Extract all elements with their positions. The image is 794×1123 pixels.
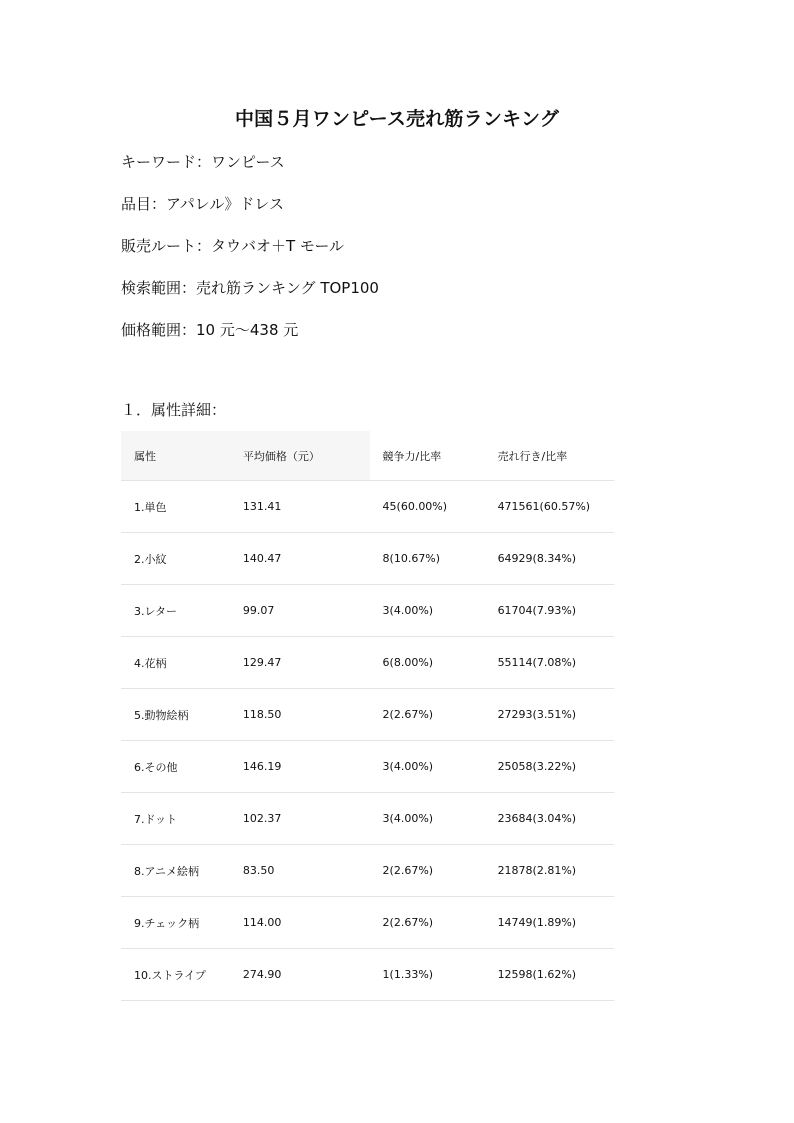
table-row (121, 897, 614, 949)
table-row (121, 949, 614, 1001)
table-row (121, 741, 614, 793)
cell-sales: 61704(7.93%) (485, 585, 614, 637)
cell-sales: 27293(3.51%) (485, 689, 614, 741)
table-row (121, 585, 614, 637)
table-row (121, 481, 614, 533)
cell-attribute: 5.動物絵柄 (121, 689, 230, 741)
keyword-line: キーワード：ワンピース (121, 153, 285, 171)
header-average-price: 平均価格（元） (230, 431, 370, 481)
table-row (121, 533, 614, 585)
section-heading: １．属性詳細： (121, 401, 227, 419)
cell-attribute: 9.チェック柄 (121, 897, 230, 949)
cell-attribute: 2.小紋 (121, 533, 230, 585)
table-row (121, 689, 614, 741)
page-title: 中国５月ワンピース売れ筋ランキング (234, 108, 560, 130)
header-attribute: 属性 (121, 431, 230, 481)
cell-sales: 64929(8.34%) (485, 533, 614, 585)
table-row (121, 637, 614, 689)
cell-average-price: 140.47 (230, 533, 370, 585)
cell-sales: 12598(1.62%) (485, 949, 614, 1001)
cell-sales: 471561(60.57%) (485, 481, 614, 533)
cell-competition: 2(2.67%) (370, 689, 485, 741)
category-line: 品目：アパレル》ドレス (121, 195, 284, 213)
cell-competition: 45(60.00%) (370, 481, 485, 533)
cell-competition: 1(1.33%) (370, 949, 485, 1001)
header-sales: 売れ行き/比率 (485, 431, 614, 481)
cell-average-price: 146.19 (230, 741, 370, 793)
cell-average-price: 118.50 (230, 689, 370, 741)
table-header (121, 431, 614, 481)
cell-competition: 3(4.00%) (370, 585, 485, 637)
cell-sales: 55114(7.08%) (485, 637, 614, 689)
cell-attribute: 3.レター (121, 585, 230, 637)
cell-competition: 2(2.67%) (370, 845, 485, 897)
search-scope-line: 検索範囲：売れ筋ランキング TOP100 (121, 279, 379, 297)
cell-sales: 21878(2.81%) (485, 845, 614, 897)
cell-competition: 2(2.67%) (370, 897, 485, 949)
cell-competition: 8(10.67%) (370, 533, 485, 585)
cell-average-price: 274.90 (230, 949, 370, 1001)
cell-competition: 6(8.00%) (370, 637, 485, 689)
cell-average-price: 131.41 (230, 481, 370, 533)
cell-average-price: 99.07 (230, 585, 370, 637)
cell-sales: 23684(3.04%) (485, 793, 614, 845)
channel-line: 販売ルート：タウバオ＋T モール (121, 237, 345, 255)
cell-competition: 3(4.00%) (370, 741, 485, 793)
cell-attribute: 4.花柄 (121, 637, 230, 689)
table-body (121, 481, 614, 1001)
table-row (121, 845, 614, 897)
attribute-table (121, 431, 614, 1001)
cell-average-price: 129.47 (230, 637, 370, 689)
cell-average-price: 114.00 (230, 897, 370, 949)
cell-average-price: 83.50 (230, 845, 370, 897)
cell-sales: 14749(1.89%) (485, 897, 614, 949)
table-header-row (121, 431, 614, 481)
cell-attribute: 8.アニメ絵柄 (121, 845, 230, 897)
cell-attribute: 10.ストライプ (121, 949, 230, 1001)
cell-competition: 3(4.00%) (370, 793, 485, 845)
cell-attribute: 7.ドット (121, 793, 230, 845)
price-range-line: 価格範囲：10 元～438 元 (121, 321, 299, 339)
cell-attribute: 1.単色 (121, 481, 230, 533)
cell-attribute: 6.その他 (121, 741, 230, 793)
header-competition: 競争力/比率 (370, 431, 485, 481)
cell-average-price: 102.37 (230, 793, 370, 845)
table-row (121, 793, 614, 845)
cell-sales: 25058(3.22%) (485, 741, 614, 793)
